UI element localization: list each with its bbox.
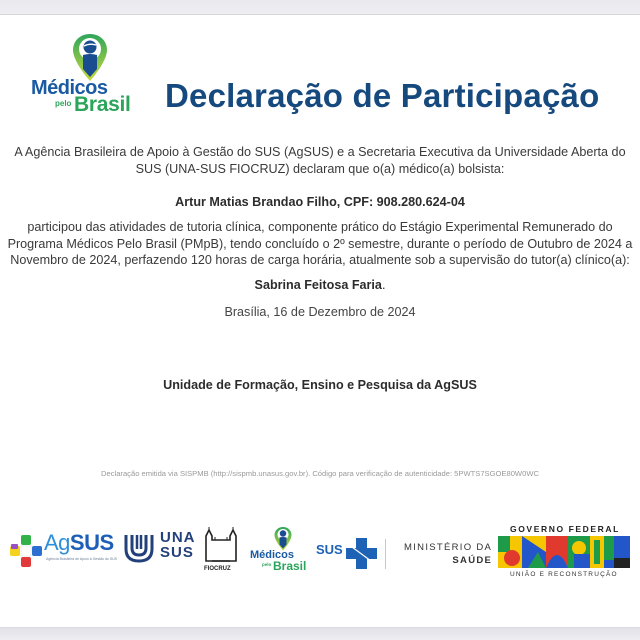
place-date: Brasília, 16 de Dezembro de 2024 [224,305,416,319]
fiocruz-castle-icon [203,526,239,562]
uniao-reconstrucao-label: UNIÃO E RECONSTRUÇÃO [510,571,618,578]
unasus-mark-icon [123,531,155,563]
logo-text-medicos: Médicos [31,77,108,99]
governo-federal-label: GOVERNO FEDERAL [510,524,620,534]
bottom-edge [0,627,640,640]
logo-text-brasil: Brasil [74,93,131,116]
ministerio-saude-wordmark [404,541,492,567]
agsus-cross-icon [9,534,43,568]
sus-cross-icon [345,537,378,570]
intro-line: A Agência Brasileira de Apoio à Gestão do SUS (AgSUS) e a Secretaria Executiva da Universidade Aberta do [14,145,626,159]
mpb-brasil: Brasil [273,559,307,573]
agsus-wordmark [44,530,114,556]
certificate-page [0,15,640,627]
mpb-pelo: pelo [262,562,272,567]
statement-line: Programa Médicos Pelo Brasil (PMpB), tendo concluído o 2º semestre, durante o período de Outubro de 2024 a [7,236,633,251]
unasus-wordmark [160,530,196,560]
mpb-medicos: Médicos [250,549,295,561]
statement-paragraph [0,219,640,269]
page-title: Declaração de Participação [165,77,600,114]
statement-line: participou das atividades de tutoria clínica, componente prático do Estágio Experimental Remunerado do [27,220,613,234]
logo-text-pelo: pelo [55,99,72,108]
doctor-pin-icon [72,33,108,83]
unasus-line2: SUS [160,544,194,561]
divider [385,539,386,569]
medicos-pelo-brasil-logo [28,33,138,133]
unasus-line1: UNA [160,529,196,546]
agsus-ag: Ag [44,530,70,555]
participant-name: Artur Matias Brandao Filho, CPF: 908.280.624-04 [175,195,465,209]
tutor-line [0,277,640,294]
verification-note: Declaração emitida via SISPMB (http://sispmb.unasus.gov.br). Código para verificação de autenticidade: 5PWTS7SGOE80W0WC [101,469,539,478]
intro-paragraph [0,144,640,177]
intro-line: SUS (UNA-SUS FIOCRUZ) declaram que o(a) médico(a) bolsista: [135,161,505,176]
brasil-logo-icon [498,536,630,568]
fiocruz-wordmark: FIOCRUZ [204,566,231,572]
top-edge [0,0,640,15]
ministerio-line2: SAÚDE [452,555,493,566]
issuing-unit: Unidade de Formação, Ensino e Pesquisa da AgSUS [163,378,477,392]
medicos-pelo-brasil-small-logo [250,526,312,586]
partner-logos [0,512,640,582]
tutor-suffix: . [381,278,386,292]
ministerio-line1: MINISTÉRIO DA [404,542,493,553]
sus-wordmark: SUS [316,542,343,557]
tutor-name: Sabrina Feitosa Faria [254,278,382,292]
statement-line: Novembro de 2024, perfazendo 120 horas de carga horária, atualmente sob a supervisão do tutor(a) clínico(a): [10,253,630,267]
agsus-sus: SUS [69,530,114,555]
agsus-subtitle: Agência Brasileira de Apoio à Gestão do SUS [46,557,118,561]
